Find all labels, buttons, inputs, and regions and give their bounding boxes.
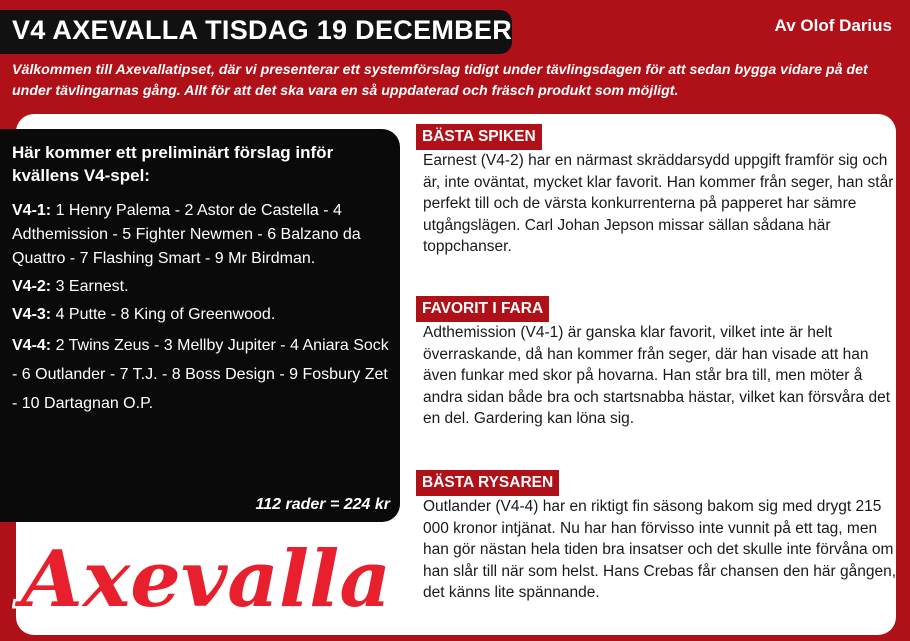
race-label: V4-3: — [12, 306, 52, 323]
race-v4-4 — [12, 331, 394, 418]
intro-text: Välkommen till Axevallatipset, där vi presenterar ett systemförslag tidigt under tävlingsdagen för att sedan bygga vidare på det under tävlingarnas gång. Allt för att det ska vara en så uppdaterad och fräsch produkt som möjligt. — [12, 62, 868, 99]
axevalla-logo — [12, 526, 400, 630]
race-list — [12, 199, 394, 422]
logo-text: Axevalla — [13, 534, 391, 625]
title-bar — [0, 10, 512, 54]
race-horses: 2 Twins Zeus - 3 Mellby Jupiter - 4 Aniara Sock - 6 Outlander - 7 T.J. - 8 Boss Design - 9 Fosbury Zet - 10 Dartagnan O.P. — [12, 337, 389, 412]
section-basta-spiken — [416, 124, 904, 258]
section-basta-rysaren — [416, 470, 904, 604]
section-label: BÄSTA RYSAREN — [416, 470, 559, 496]
section-label: BÄSTA SPIKEN — [416, 124, 542, 150]
race-horses: 3 Earnest. — [55, 278, 129, 295]
section-body: Adthemission (V4-1) är ganska klar favorit, vilket inte är helt överraskande, då han kommer från seger, där han visade att han även funkar med skor på hovarna. Han står bra till, men möter å andra sidan både bra och startsnabba hästar, vilket kan försvåra det en del. Gardering kan löna sig. — [423, 324, 891, 427]
section-favorit-i-fara — [416, 296, 904, 430]
page-title: V4 AXEVALLA TISDAG 19 DECEMBER — [12, 15, 513, 45]
section-body: Earnest (V4-2) har en närmast skräddarsydd uppgift framför sig och är, inte oväntat, mycket klar favorit. Han kommer från seger, han står perfekt till och de värsta konkurrenterna på papperet har sämre utgångslägen. Carl Johan Jepson missar sällan sådana här toppchanser. — [423, 152, 894, 255]
race-horses: 1 Henry Palema - 2 Astor de Castella - 4 Adthemission - 5 Fighter Newmen - 6 Balzano da Quattro - 7 Flashing Smart - 9 Mr Birdman. — [12, 202, 361, 267]
race-label: V4-1: — [12, 202, 52, 219]
section-label: FAVORIT I FARA — [416, 296, 549, 322]
proposal-panel — [0, 129, 400, 522]
race-v4-1 — [12, 199, 394, 271]
section-body: Outlander (V4-4) har en riktigt fin säsong bakom sig med drygt 215 000 kronor intjänat. Nu har han förvisso inte vunnit på ett tag, men han gör nästan hela tiden bra insatser och det skulle inte förvåna om han slår till när som helst. Hans Crebas får chansen den här gången, det känns lite spännande. — [423, 498, 897, 601]
system-price: 112 rader = 224 kr — [255, 496, 390, 513]
race-horses: 4 Putte - 8 King of Greenwood. — [55, 306, 276, 323]
race-label: V4-2: — [12, 278, 52, 295]
race-label: V4-4: — [12, 337, 52, 354]
race-v4-2 — [12, 275, 394, 299]
race-v4-3 — [12, 303, 394, 327]
author-byline: Av Olof Darius — [774, 16, 892, 35]
proposal-heading: Här kommer ett preliminärt förslag inför kvällens V4-spel: — [12, 143, 334, 185]
